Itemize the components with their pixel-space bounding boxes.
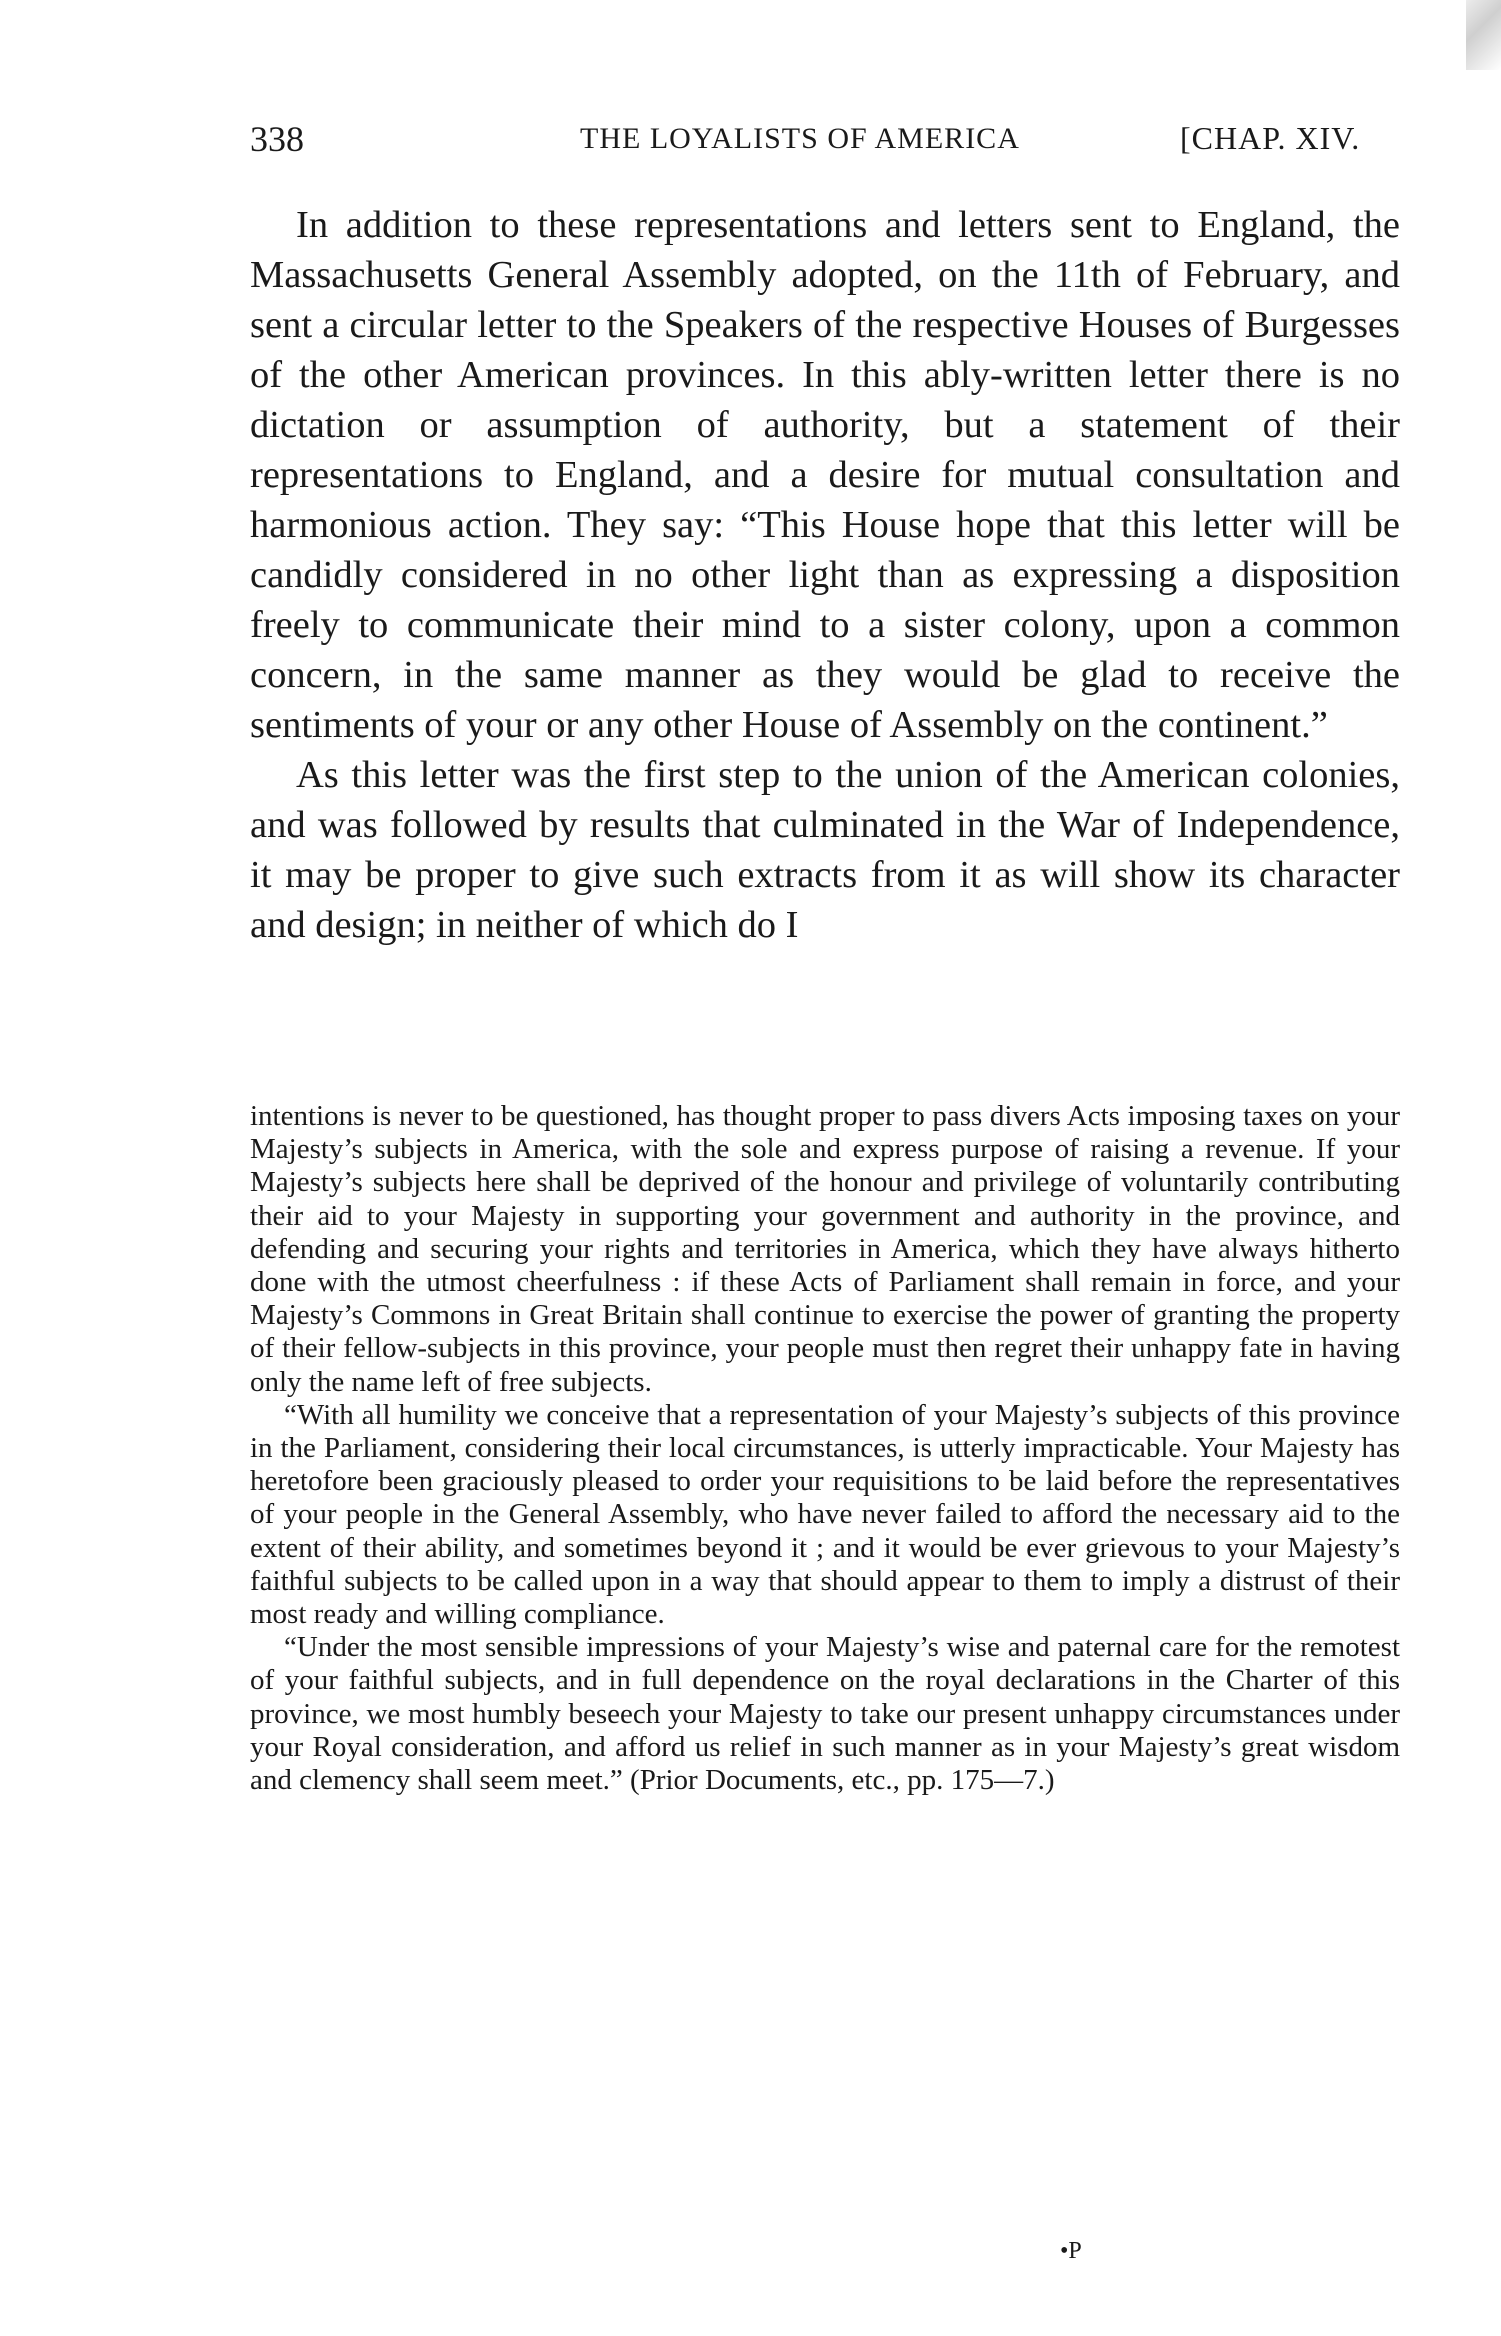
body-paragraph-2: As this letter was the first step to the union of the American colonies, and was followed by results that culminated in the War of Independence, it may be proper to give such extracts from it as will show its character and design; in neither of which do I <box>250 754 1400 946</box>
scan-corner-artifact <box>1466 0 1501 70</box>
footnote-paragraph-3: “Under the most sensible impressions of your Majesty’s wise and paternal care for the remotest of your faithful subjects, and in full dependence on the royal declarations in the Charter of this province, we most humbly beseech your Majesty to take our present unhappy circumstances under your Royal consideration, and afford us relief in such manner as in your Majesty’s great wisdom and clemency shall seem meet.” (Prior Documents, etc., pp. 175—7.) <box>250 1631 1400 1797</box>
page-number: 338 <box>250 119 304 159</box>
body-paragraph-1: In addition to these representations and letters sent to England, the Massachusetts General Assembly adopted, on the 11th of February, and sent a circular letter to the Speakers of the respective Houses of Burgesses of the other American provinces. In this ably-written letter there is no dictation or assumption of authority, but a statement of their representations to England, and a desire for mutual consultation and harmonious action. They say: “This House hope that this letter will be candidly considered in no other light than as expressing a disposition freely to communicate their mind to a sister colony, upon a common concern, in the same manner as they would be glad to receive the sentiments of your or any other House of Assembly on the continent.” <box>250 204 1400 746</box>
footnote-paragraph-1: intentions is never to be questioned, has thought proper to pass divers Acts imposing taxes on your Majesty’s subjects in America, with the sole and express purpose of raising a revenue. If your Majesty’s subjects here shall be deprived of the honour and privilege of voluntarily contributing their aid to your Majesty in supporting your government and authority in the province, and defending and securing your rights and territories in America, which they have always hitherto done with the utmost cheerfulness : if these Acts of Parliament shall remain in force, and your Majesty’s Commons in Great Britain shall continue to exercise the power of granting the property of their fellow-subjects in this province, your people must then regret their unhappy fate in having only the name left of free subjects. <box>250 1100 1400 1398</box>
footnote-paragraph-2: “With all humility we conceive that a representation of your Majesty’s subjects of this province in the Parliament, considering their local circumstances, is utterly impracticable. Your Majesty has heretofore been graciously pleased to order your requisitions to be laid before the representatives of your people in the General Assembly, who have never failed to afford the necessary aid to the extent of their ability, and sometimes beyond it ; and it would be ever grievous to your Majesty’s faithful subjects to be called upon in a way that should appear to them to imply a distrust of their most ready and willing compliance. <box>250 1398 1400 1631</box>
running-title: THE LOYALISTS OF AMERICA <box>580 122 1020 155</box>
footnote <box>250 1100 1400 1797</box>
page-header <box>250 118 1400 168</box>
signature-mark: •P <box>1060 2238 1082 2264</box>
main-text <box>250 200 1400 950</box>
chapter-label: [CHAP. XIV. <box>1180 120 1361 156</box>
